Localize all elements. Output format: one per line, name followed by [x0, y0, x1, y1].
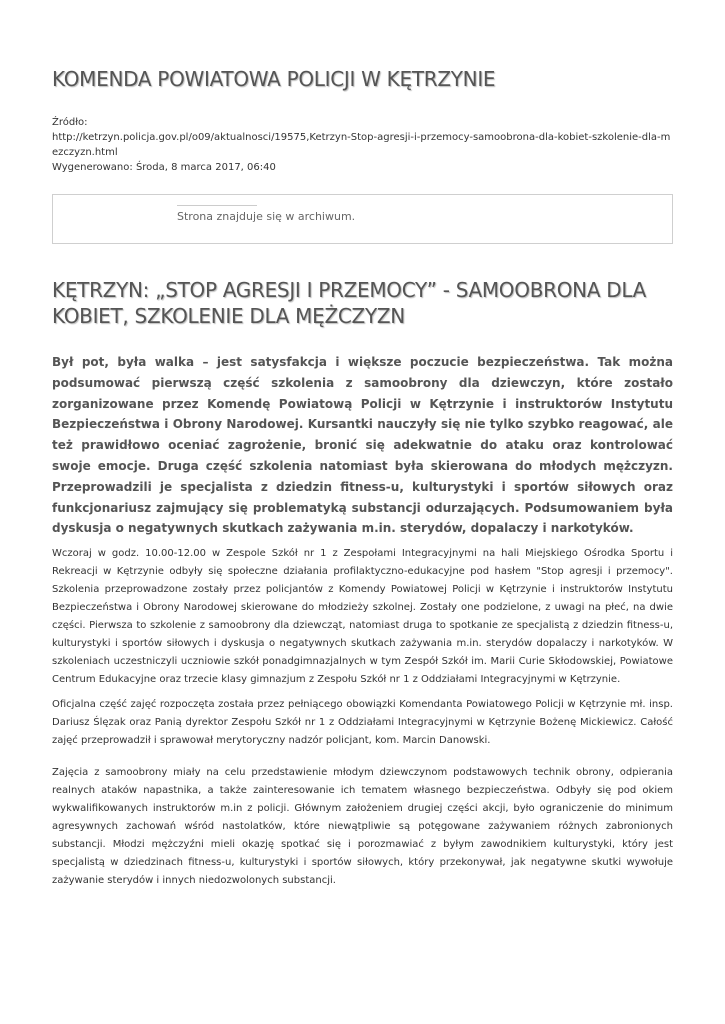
archive-notice: Strona znajduje się w archiwum. [177, 210, 356, 223]
article-lead: Był pot, była walka – jest satysfakcja i większe poczucie bezpieczeństwa. Tak można podsumować pierwszą część szkolenia z samoobrony dla dziewczyn, które zostało zorganizowane przez Komendę Powiatową Policji w Kętrzynie i instruktorów Instytutu Bezpieczeństwa i Obrony Narodowej. Kursantki nauczyły się nie tylko szybko reagować, ale też prawidłowo oceniać zagrożenie, bronić się adekwatnie do ataku oraz kontrolować swoje emocje. Druga część szkolenia natomiast była skierowana do młodych mężczyzn. Przeprowadzili je specjalista z dziedzin fitness-u, kulturystyki i sportów siłowych oraz funkcjonariusz zajmujący się problematyką substancji odurzających. Podsumowaniem była dyskusja o negatywnych skutkach zażywania m.in. sterydów, dopalaczy i narkotyków. [52, 355, 673, 536]
article-paragraph: Wczoraj w godz. 10.00-12.00 w Zespole Szkół nr 1 z Zespołami Integracyjnymi na hali Miejskiego Ośrodka Sportu i Rekreacji w Kętrzynie odbyły się społeczne działania profilaktyczno-edukacyjne pod hasłem "Stop agresji i przemocy". Szkolenia przeprowadzone zostały przez policjantów z Komendy Powiatowej Policji w Kętrzynie i instruktorów Instytutu Bezpieczeństwa i Obrony Narodowej skierowane do młodzieży szkolnej. Zostały one podzielone, z uwagi na płeć, na dwie części. Pierwsza to szkolenie z samoobrony dla dziewcząt, natomiast druga to spotkanie ze specjalistą z dziedzin fitness-u, kulturystyki i sportów siłowych i dyskusja o negatywnych skutkach zażywania m.in. sterydów dopalaczy i narkotyków. W szkoleniach uczestniczyli uczniowie szkół ponadgimnazjalnych w tym Zespół Szkół im. Marii Curie Skłodowskiej, Powiatowe Centrum Edukacyjne oraz trzecie klasy gimnazjum z Zespołu Szkół nr 1 z Oddziałami Integracyjnymi w Kętrzynie. [52, 548, 673, 685]
archive-divider [177, 205, 257, 206]
archive-notice-box [52, 194, 673, 244]
site-title: KOMENDA POWIATOWA POLICJI W KĘTRZYNIE [52, 67, 496, 91]
source-url[interactable]: http://ketrzyn.policja.gov.pl/o09/aktualnosci/19575,Ketrzyn-Stop-agresji-i-przemocy-samoobrona-dla-kobiet-szkolenie-dla-mezczyzn.html [52, 132, 671, 158]
article-title: KĘTRZYN: „STOP AGRESJI I PRZEMOCY” - SAMOOBRONA DLA KOBIET, SZKOLENIE DLA MĘŻCZYZN [52, 278, 647, 328]
article-paragraph: Zajęcia z samoobrony miały na celu przedstawienie młodym dziewczynom podstawowych technik obrony, odpierania realnych ataków napastnika, a także zainteresowanie ich tematem własnego bezpieczeństwa. Odbyły się pod okiem wykwalifikowanych instruktorów m.in z policji. Głównym założeniem drugiej części akcji, było ograniczenie do minimum agresywnych zachowań wśród nastolatków, które niewątpliwie są potęgowane zażywaniem różnych zabronionych substancji. Młodzi mężczyźni mieli okazję spotkać się i porozmawiać z byłym zawodnikiem kulturystyki, który jest specjalistą w dziedzinach fitness-u, kulturystyki i sportów siłowych, który przekonywał, jak negatywne skutki wywołuje zażywanie sterydów i innych niedozwolonych substancji. [52, 767, 673, 886]
source-label: Źródło: [52, 117, 88, 128]
article-paragraph: Oficjalna część zajęć rozpoczęta została przez pełniącego obowiązki Komendanta Powiatowego Policji w Kętrzynie mł. insp. Dariusz Ślęzak oraz Panią dyrektor Zespołu Szkół nr 1 z Oddziałami Integracyjnymi w Kętrzynie Bożenę Mickiewicz. Całość zajęć przeprowadził i sprawował merytoryczny nadzór policjant, kom. Marcin Danowski. [52, 699, 673, 746]
generated-date: Wygenerowano: Środa, 8 marca 2017, 06:40 [52, 162, 276, 173]
source-meta [52, 115, 673, 175]
